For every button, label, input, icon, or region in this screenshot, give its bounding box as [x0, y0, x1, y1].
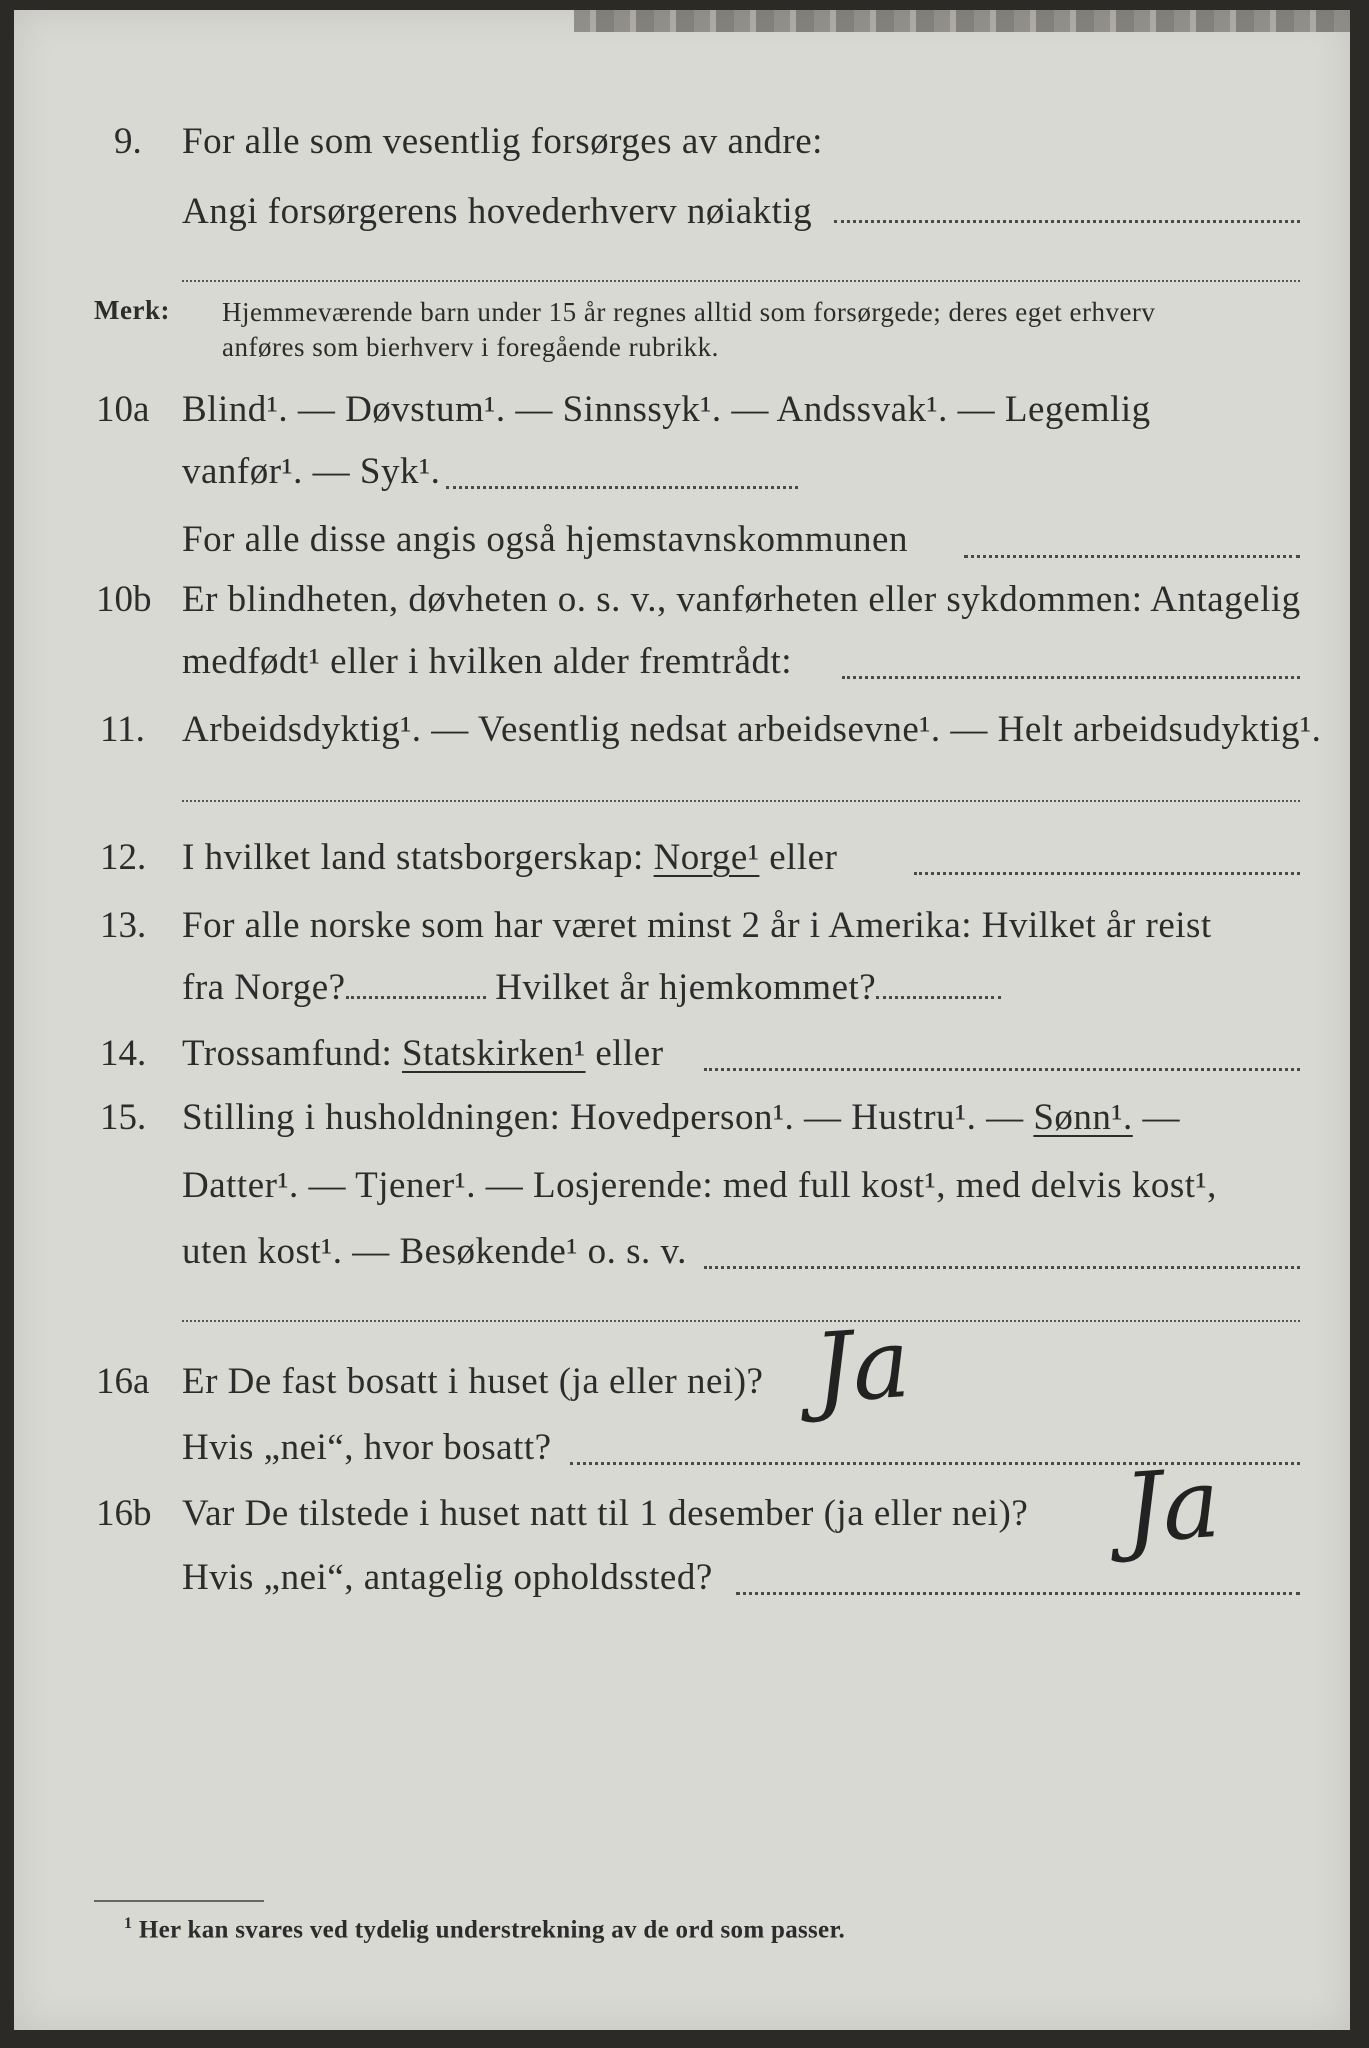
- item-number: 10b: [96, 579, 152, 620]
- item-number: 14.: [100, 1033, 147, 1074]
- question-text: medfødt¹ eller i hvilken alder fremtrådt:: [182, 641, 793, 682]
- note-text: anføres som bierhverv i foregående rubrikk.: [222, 332, 719, 362]
- item-number: 9.: [114, 121, 142, 162]
- question-text: Blind¹. — Døvstum¹. — Sinnssyk¹. — Andssvak¹. — Legemlig: [182, 389, 1151, 430]
- question-label: I hvilket land statsborgerskap:: [182, 837, 644, 878]
- question-label: Stilling i husholdningen: Hovedperson¹. — Hustru¹. —: [182, 1097, 1024, 1138]
- question-text: [182, 1032, 664, 1075]
- question-text: For alle som vesentlig forsørges av andre:: [182, 121, 823, 162]
- handwritten-answer: Ja: [1120, 1446, 1224, 1566]
- scan-edge-strip: [574, 10, 1350, 32]
- answer-line[interactable]: [182, 800, 1300, 802]
- question-label: Hvilket år hjemkommet?: [495, 967, 877, 1008]
- question-text: Hvis „nei“, antagelig opholdssted?: [182, 1557, 713, 1598]
- question-text: [182, 1096, 1180, 1139]
- answer-line[interactable]: [704, 1068, 1300, 1071]
- question-text: vanfør¹. — Syk¹.: [182, 451, 441, 492]
- footnote-marker: 1: [124, 1915, 133, 1932]
- answer-line[interactable]: [346, 996, 486, 999]
- answer-line[interactable]: [446, 486, 798, 489]
- question-text: For alle norske som har været minst 2 år i Amerika: Hvilket år reist: [182, 905, 1212, 946]
- underlined-answer: Sønn¹.: [1033, 1097, 1133, 1138]
- question-text: Datter¹. — Tjener¹. — Losjerende: med full kost¹, med delvis kost¹,: [182, 1165, 1217, 1206]
- note-text: Hjemmeværende barn under 15 år regnes alltid som forsørgede; deres eget erhverv: [222, 297, 1156, 327]
- question-text: Er De fast bosatt i huset (ja eller nei)?: [182, 1361, 764, 1402]
- footnote-text: Her kan svares ved tydelig understrekning av de ord som passer.: [138, 1916, 846, 1944]
- answer-line[interactable]: [834, 220, 1300, 223]
- answer-line[interactable]: [704, 1266, 1300, 1269]
- question-text: Hvis „nei“, hvor bosatt?: [182, 1427, 552, 1468]
- item-number: 11.: [100, 709, 145, 750]
- item-number: 16a: [96, 1361, 150, 1402]
- item-number: 12.: [100, 837, 147, 878]
- answer-line[interactable]: [736, 1592, 1300, 1595]
- question-label: Trossamfund:: [182, 1033, 393, 1074]
- underlined-answer: Norge¹: [653, 837, 760, 878]
- footnote-rule: [94, 1900, 264, 1902]
- underlined-answer: Statskirken¹: [401, 1033, 586, 1074]
- question-label: fra Norge?: [182, 967, 346, 1008]
- question-text: Angi forsørgerens hovederhverv nøiaktig: [182, 191, 813, 232]
- census-form-page: [14, 10, 1350, 2030]
- item-number: 15.: [100, 1097, 147, 1138]
- answer-line[interactable]: [182, 280, 1300, 282]
- question-text: [182, 836, 837, 879]
- question-label: eller: [769, 837, 838, 878]
- answer-line[interactable]: [182, 1320, 1300, 1322]
- note-label: Merk:: [94, 295, 170, 325]
- question-label: —: [1142, 1097, 1181, 1138]
- answer-line[interactable]: [842, 676, 1300, 679]
- item-number: 16b: [96, 1493, 152, 1534]
- item-number: 13.: [100, 905, 147, 946]
- footnote: [124, 1915, 845, 1944]
- answer-line[interactable]: [914, 872, 1300, 875]
- question-label: eller: [595, 1033, 664, 1074]
- question-text: uten kost¹. — Besøkende¹ o. s. v.: [182, 1231, 687, 1272]
- answer-line[interactable]: [876, 996, 1001, 999]
- handwritten-answer: Ja: [810, 1306, 914, 1426]
- answer-line[interactable]: [964, 555, 1300, 558]
- question-text: Er blindheten, døvheten o. s. v., vanførheten eller sykdommen: Antagelig: [182, 579, 1301, 620]
- question-text: Var De tilstede i huset natt til 1 desember (ja eller nei)?: [182, 1493, 1029, 1534]
- item-number: 10a: [96, 389, 150, 430]
- question-text: Arbeidsdyktig¹. — Vesentlig nedsat arbeidsevne¹. — Helt arbeidsudyktig¹.: [182, 709, 1322, 750]
- question-text: [182, 966, 1001, 1009]
- question-text: For alle disse angis også hjemstavnskommunen: [182, 519, 908, 560]
